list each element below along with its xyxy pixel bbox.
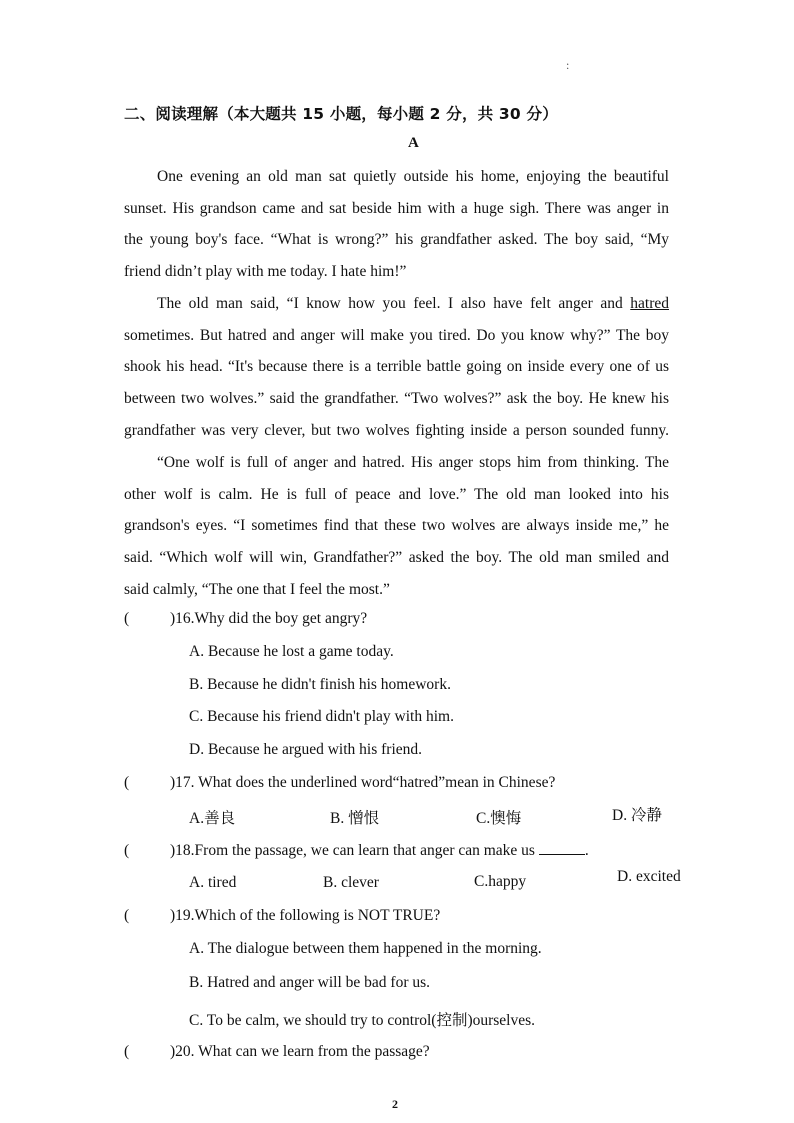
option-a: A. Because he lost a game today. xyxy=(189,643,394,660)
answer-paren[interactable]: ( xyxy=(124,1043,130,1060)
option-d: D. Because he argued with his friend. xyxy=(189,741,423,758)
question-end: . xyxy=(584,842,589,859)
question-text: )17. What does the underlined word“hatred”mean in Chinese? xyxy=(170,774,556,791)
passage-line: sometimes. But hatred and anger will make you tired. Do you know why?” The boy xyxy=(124,326,669,344)
passage-line: said calmly, “The one that I feel the most.” xyxy=(124,580,390,598)
passage-line xyxy=(124,288,669,320)
underlined-word: hatred xyxy=(630,295,669,312)
option-a: A.善良 xyxy=(189,810,236,827)
passage-paragraph-3 xyxy=(124,447,669,606)
passage-line: “One wolf is full of anger and hatred. His anger stops him from thinking. The xyxy=(157,454,669,471)
option-c: C.happy xyxy=(474,873,527,890)
question-20 xyxy=(124,1043,430,1061)
passage-line: the young boy's face. “What is wrong?” his grandfather asked. The boy said, “My xyxy=(124,231,669,249)
answer-blank[interactable] xyxy=(539,840,585,855)
option-c: C. To be calm, we should try to control(控制)ourselves. xyxy=(189,1012,536,1029)
answer-paren[interactable]: ( xyxy=(124,842,130,859)
option-d: D. excited xyxy=(617,868,681,885)
section-heading: 二、阅读理解（本大题共 15 小题，每小题 2 分，共 30 分） xyxy=(124,105,558,123)
passage-line: other wolf is calm. He is full of peace and love.” The old man looked into his xyxy=(124,485,669,503)
passage-paragraph-2 xyxy=(124,288,669,447)
option-b: B. clever xyxy=(323,874,379,891)
question-18 xyxy=(124,840,589,860)
option-b: B. 憎恨 xyxy=(330,810,380,827)
option-b: B. Hatred and anger will be bad for us. xyxy=(189,974,431,991)
question-text: )16.Why did the boy get angry? xyxy=(170,610,368,627)
passage-line: between two wolves.” said the grandfather. “Two wolves?” ask the boy. He knew his xyxy=(124,390,669,408)
stray-mark: : xyxy=(566,58,570,72)
option-c: C.懊悔 xyxy=(476,810,522,827)
answer-paren[interactable]: ( xyxy=(124,774,130,791)
passage-line: One evening an old man sat quietly outside his home, enjoying the beautiful xyxy=(157,168,669,185)
passage-line: friend didn’t play with me today. I hate him!” xyxy=(124,263,407,281)
option-d: D. 冷静 xyxy=(612,807,662,824)
answer-paren[interactable]: ( xyxy=(124,907,130,924)
option-b: B. Because he didn't finish his homework. xyxy=(189,676,451,693)
option-a: A. The dialogue between them happened in the morning. xyxy=(189,940,542,957)
question-text: )20. What can we learn from the passage? xyxy=(170,1043,430,1060)
passage-label: A xyxy=(408,135,419,151)
passage-line: said. “Which wolf will win, Grandfather?” asked the boy. The old man smiled and xyxy=(124,549,669,567)
question-16 xyxy=(124,610,367,628)
passage-line: grandson's eyes. “I sometimes find that these two wolves are always inside me,” he xyxy=(124,517,669,535)
passage-line: shook his head. “It's because there is a terrible battle going on inside every one of us xyxy=(124,358,669,376)
question-text: )19.Which of the following is NOT TRUE? xyxy=(170,907,441,924)
passage-paragraph-1 xyxy=(124,161,669,288)
answer-paren[interactable]: ( xyxy=(124,610,130,627)
option-a: A. tired xyxy=(189,874,237,891)
passage-line: grandfather was very clever, but two wolves fighting inside a person sounded funny. xyxy=(124,421,669,439)
passage-text: The old man said, “I know how you feel. I also have felt anger and xyxy=(157,295,631,312)
passage-line: sunset. His grandson came and sat beside him with a huge sigh. There was anger in xyxy=(124,199,669,217)
question-19 xyxy=(124,907,440,925)
option-c: C. Because his friend didn't play with him. xyxy=(189,708,454,725)
question-17 xyxy=(124,774,555,792)
question-text: )18.From the passage, we can learn that anger can make us xyxy=(170,842,535,859)
page-number: 2 xyxy=(392,1097,398,1111)
